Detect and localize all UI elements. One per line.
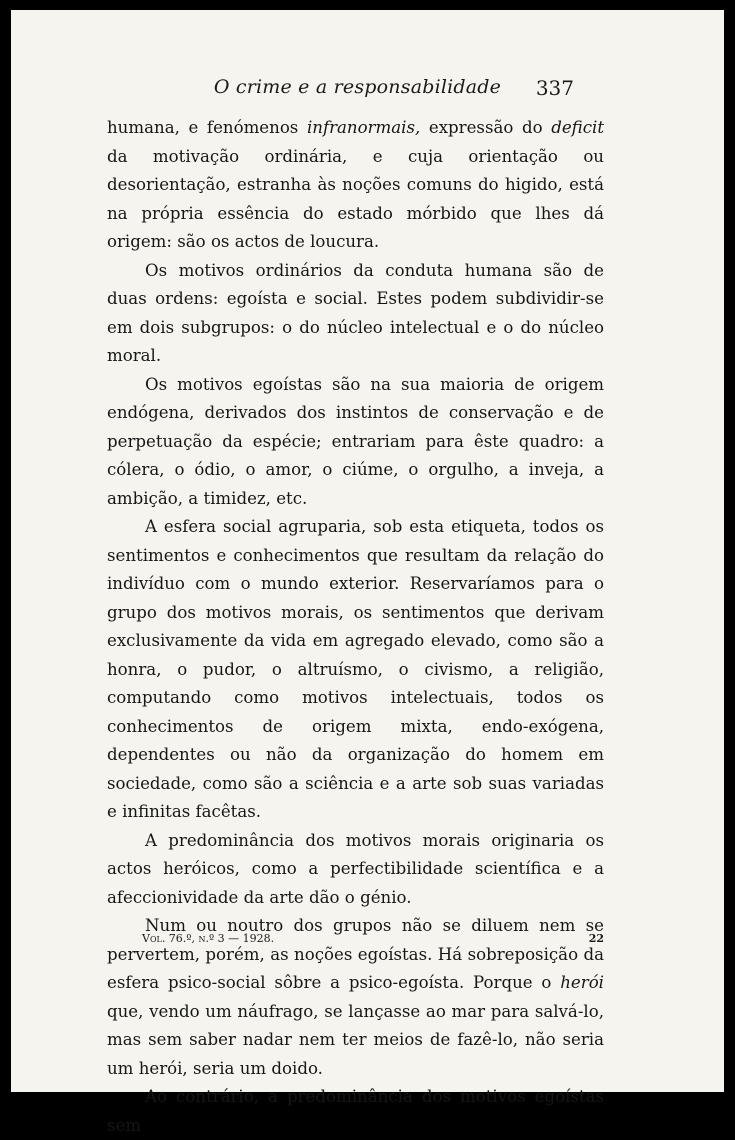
page-footer — [142, 932, 604, 952]
paragraph-5: A predominância dos motivos morais originaria os actos heróicos, como a perfectibilidade scientífica e a afeccionividade da arte dão o génio. — [107, 830, 604, 907]
paragraph-7: Ao contrário, a predominância dos motivos egoístas sem — [107, 1087, 604, 1135]
paragraph-2: Os motivos ordinários da conduta humana são de duas ordens: egoísta e social. Estes podem subdividir-se em dois subgrupos: o do núcleo intelectual e o do núcleo moral. — [107, 260, 604, 365]
p1-italic-infranormais: infranormais, — [306, 118, 421, 137]
p6-text-a: Num ou noutro dos grupos não se diluem nem se pervertem, porém, as noções egoístas. Há sobreposição da esfera psico-social sôbre a psico-egoísta. Porque o — [107, 916, 604, 992]
p6-text-c: que, vendo um náufrago, se lançasse ao mar para salvá-lo, mas sem saber nadar nem ter meios de fazê-lo, não seria um herói, seria um doido. — [107, 1001, 604, 1078]
page-number: 337 — [535, 76, 574, 100]
paragraph-4: A esfera social agruparia, sob esta etiqueta, todos os sentimentos e conhecimentos que resultam da relação do indivíduo com o mundo exterior. Reservaríamos para o grupo dos motivos morais, os sentimentos que derivam exclusivamente da vida em agregado elevado, como são a honra, o pudor, o altruísmo, o civismo, a religião, computando como motivos intelectuais, todos os conhecimentos de origem mixta, endo-exógena, dependentes ou não da organização do homem em sociedade, como são a sciência e a arte sob suas variadas e infinitas facêtas. — [107, 517, 604, 821]
signature-mark: 22 — [588, 932, 604, 945]
p6-italic-heroi: herói — [560, 973, 604, 992]
paragraph-1 — [107, 114, 604, 257]
body-text — [107, 114, 604, 1140]
volume-reference: Vol. 76.º, n.º 3 — 1928. — [142, 932, 275, 945]
p1-text-e: da motivação ordinária, e cuja orientação ou desorientação, estranha às noções comuns do higido, está na própria essência do estado mórbido que lhes dá origem: são os actos de loucura. — [107, 146, 604, 251]
running-title: O crime e a responsabilidade — [213, 76, 502, 98]
running-head — [11, 76, 724, 102]
p1-text-c: expressão do — [420, 118, 552, 137]
p1-text-a: humana, e fenómenos — [107, 118, 307, 137]
paragraph-3: Os motivos egoístas são na sua maioria de origem endógena, derivados dos instintos de conservação e de perpetuação da espécie; entrariam para êste quadro: a cólera, o ódio, o amor, o ciúme, o orgulho, a inveja, a ambição, a timidez, etc. — [107, 374, 604, 508]
p1-italic-deficit: deficit — [551, 118, 604, 137]
book-page — [11, 10, 724, 1135]
